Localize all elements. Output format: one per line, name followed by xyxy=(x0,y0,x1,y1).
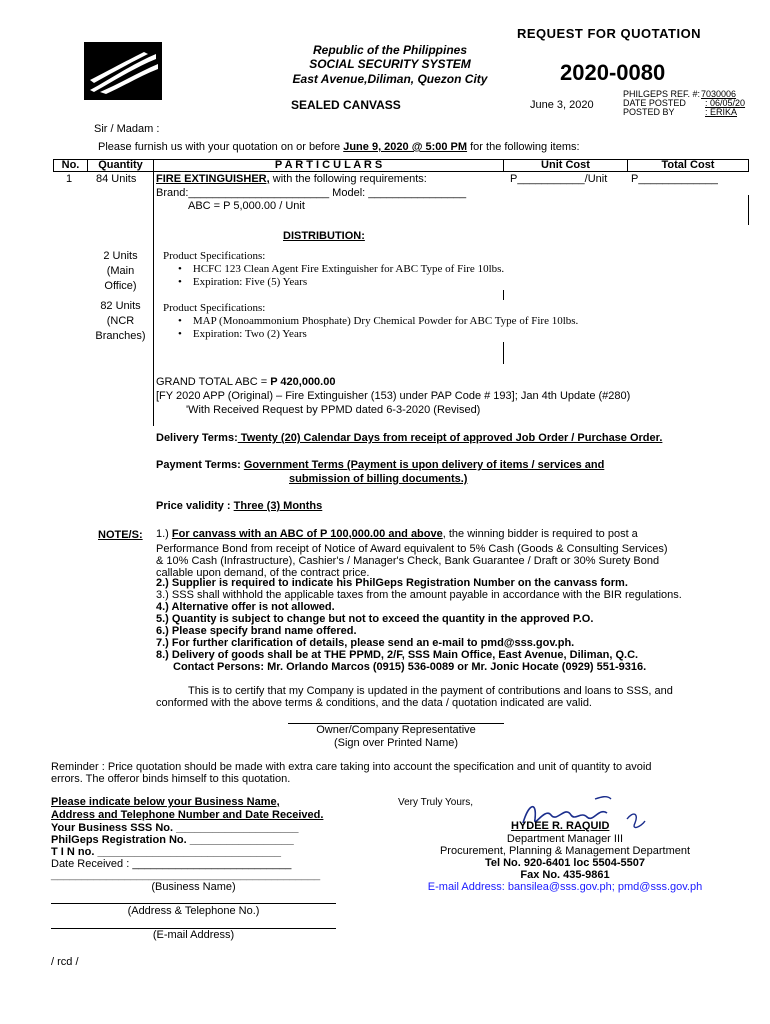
agency-line-3: East Avenue,Diliman, Quezon City xyxy=(292,72,488,86)
brand-model-line: Brand:_______________________ Model: ________________ xyxy=(156,187,467,199)
signatory-name: HYDEE R. RAQUID xyxy=(511,820,610,832)
reminder-line-1: Reminder : Price quotation should be made with extra care taking into account the specification and unit of quantity to avoid xyxy=(51,761,652,773)
bidder-instruction-2: Address and Telephone Number and Date Received. xyxy=(51,809,324,821)
bidder-instruction-1: Please indicate below your Business Name, xyxy=(51,796,280,808)
business-sss-no: Your Business SSS No. ____________________ xyxy=(51,822,299,834)
unit-cost-blank: P___________/Unit xyxy=(510,173,608,185)
dist1-qty-line-1: 2 Units xyxy=(103,250,138,262)
reminder-line-2: errors. The offeror binds himself to this quotation. xyxy=(51,773,291,785)
item-description: with the following requirements: xyxy=(269,173,427,185)
note-1 xyxy=(156,528,638,540)
signatory-tel: Tel No. 920-6401 loc 5504-5507 xyxy=(484,857,645,869)
dist1-bullet-2-text: Expiration: Five (5) Years xyxy=(192,276,308,288)
dist1-qty-line-3: Office) xyxy=(104,280,137,292)
bullet-icon: • xyxy=(178,328,182,340)
doc-type-title: REQUEST FOR QUOTATION xyxy=(517,26,702,41)
dist2-bullet-2-text: Expiration: Two (2) Years xyxy=(192,328,307,340)
delivery-terms-label: Delivery Terms: xyxy=(156,432,238,444)
philgeps-ref-value: 7030006 xyxy=(701,89,737,99)
notes-label: NOTE/S: xyxy=(98,529,143,541)
price-validity-value: Three (3) Months xyxy=(233,500,323,512)
note-8: 8.) Delivery of goods shall be at THE PPMD, 2/F, SSS Main Office, East Avenue, Diliman, Q.C. xyxy=(156,649,639,661)
rfq-date: June 3, 2020 xyxy=(530,99,594,111)
fund-source-line: [FY 2020 APP (Original) – Fire Extinguisher (153) under PAP Code # 193]; Jan 4th Update (#280) xyxy=(156,390,631,402)
grand-total-value: P 420,000.00 xyxy=(270,376,336,388)
sss-logo xyxy=(84,42,162,100)
dist2-spec-title: Product Specifications: xyxy=(163,302,266,314)
note-7: 7.) For further clarification of details, please send an e-mail to pmd@sss.gov.ph. xyxy=(156,637,575,649)
certify-line-2: conformed with the above terms & conditions, and the data / quotation indicated are valid. xyxy=(156,697,592,709)
item-no: 1 xyxy=(66,173,73,185)
request-line: 'With Received Request by PPMD dated 6-3-2020 (Revised) xyxy=(186,404,481,416)
canvass-type: SEALED CANVASS xyxy=(291,98,401,112)
col-header-no: No. xyxy=(61,159,80,171)
payment-terms-label: Payment Terms: xyxy=(156,459,244,471)
initials: / rcd / xyxy=(51,956,79,968)
item-quantity: 84 Units xyxy=(96,173,137,185)
item-name: FIRE EXTINGUISHER, xyxy=(156,173,270,185)
note-1-rest: , the winning bidder is required to post a xyxy=(442,528,638,540)
closing: Very Truly Yours, xyxy=(398,797,474,808)
note-1-line-4: callable upon demand, of the contract price. xyxy=(156,567,370,579)
intro-text-before: Please furnish us with your quotation on or before xyxy=(98,141,341,153)
note-1-prefix: 1.) xyxy=(156,528,172,540)
dist1-bullet-2 xyxy=(178,276,307,288)
posted-by-value: : ERIKA xyxy=(705,107,738,117)
date-posted-value: : 06/05/20 xyxy=(705,98,746,108)
grand-total-label: GRAND TOTAL ABC = xyxy=(156,376,271,388)
grand-total-line xyxy=(156,376,335,388)
philgeps-ref-label: PHILGEPS REF. #: xyxy=(623,89,701,99)
distribution-label: DISTRIBUTION: xyxy=(283,230,365,242)
abc-per-unit: ABC = P 5,000.00 / Unit xyxy=(188,200,305,212)
col-header-particulars: P A R T I C U L A R S xyxy=(274,159,383,171)
dist1-bullet-1-text: HCFC 123 Clean Agent Fire Extinguisher for ABC Type of Fire 10lbs. xyxy=(192,263,505,275)
rfq-number: 2020-0080 xyxy=(560,60,666,85)
intro-text-after: for the following items: xyxy=(470,141,580,153)
dist1-qty-line-2: (Main xyxy=(106,265,135,277)
signatory-title: Department Manager III xyxy=(506,833,624,845)
business-name-blank: ____________________________________________ xyxy=(51,869,321,881)
payment-terms-value-1: Government Terms (Payment is upon delivery of items / services and xyxy=(243,459,605,471)
bullet-icon: • xyxy=(178,276,182,288)
note-8-contacts: Contact Persons: Mr. Orlando Marcos (0915) 536-0089 or Mr. Jonic Hocate (0929) 551-9316. xyxy=(173,661,647,673)
date-posted-label: DATE POSTED xyxy=(623,98,686,108)
intro-line xyxy=(98,141,580,153)
certify-line-1: This is to certify that my Company is updated in the payment of contributions and loans to SSS, and xyxy=(188,685,673,697)
signatory-fax: Fax No. 435-9861 xyxy=(520,869,610,881)
total-cost-blank: P_____________ xyxy=(631,173,718,185)
dist2-bullet-1-text: MAP (Monoammonium Phosphate) Dry Chemical Powder for ABC Type of Fire 10lbs. xyxy=(192,315,579,327)
business-name-label: (Business Name) xyxy=(151,881,236,893)
payment-terms xyxy=(156,459,604,471)
salutation: Sir / Madam : xyxy=(94,123,160,135)
signatory-department: Procurement, Planning & Management Department xyxy=(439,845,691,857)
item-name-line xyxy=(156,173,427,185)
quotation-deadline: June 9, 2020 @ 5:00 PM xyxy=(343,141,468,153)
agency-line-2: SOCIAL SECURITY SYSTEM xyxy=(309,57,471,71)
tin-no: T I N no. ______________________________ xyxy=(51,846,281,858)
delivery-terms-value: Twenty (20) Calendar Days from receipt of approved Job Order / Purchase Order. xyxy=(237,432,663,444)
delivery-terms xyxy=(156,432,662,444)
note-1-bold: For canvass with an ABC of P 100,000.00 and above xyxy=(171,528,443,540)
payment-terms-value-2: submission of billing documents.) xyxy=(289,473,468,485)
dist2-qty-line-1: 82 Units xyxy=(100,300,141,312)
col-header-total-cost: Total Cost xyxy=(661,159,715,171)
philgeps-registration-no: PhilGeps Registration No. _________________ xyxy=(51,834,294,846)
agency-line-1: Republic of the Philippines xyxy=(312,43,467,57)
dist2-bullet-2 xyxy=(178,328,307,340)
dist1-spec-title: Product Specifications: xyxy=(163,250,266,262)
dist2-bullet-1 xyxy=(178,315,578,327)
dist2-qty-line-3: Branches) xyxy=(95,330,146,342)
note-1-line-3: & 10% Cash (Infrastructure), Cashier's / Manager's Check, Bank Guarantee / Draft or 30% Surety Bond xyxy=(156,555,660,567)
note-5: 5.) Quantity is subject to change but not to exceed the quantity in the approved P.O. xyxy=(156,613,594,625)
col-header-unit-cost: Unit Cost xyxy=(541,159,590,171)
note-3: 3.) SSS shall withhold the applicable taxes from the amount payable in accordance with the BIR regulations. xyxy=(156,589,682,601)
date-received: Date Received : __________________________ xyxy=(51,858,292,870)
email-label: (E-mail Address) xyxy=(152,929,235,941)
representative-sub: (Sign over Printed Name) xyxy=(333,737,459,749)
dist2-qty-line-2: (NCR xyxy=(106,315,135,327)
signatory-email[interactable]: E-mail Address: bansilea@sss.gov.ph; pmd@sss.gov.ph xyxy=(427,881,703,893)
dist2-quantity xyxy=(88,299,153,344)
note-6: 6.) Please specify brand name offered. xyxy=(156,625,357,637)
note-1-line-2: Performance Bond from receipt of Notice of Award equivalent to 5% Cash (Goods & Consulting Services) xyxy=(156,543,668,555)
dist1-quantity xyxy=(88,249,153,294)
bullet-icon: • xyxy=(178,263,182,275)
price-validity xyxy=(156,500,322,512)
note-2: 2.) Supplier is required to indicate his PhilGeps Registration Number on the canvass form. xyxy=(156,577,628,589)
note-4: 4.) Alternative offer is not allowed. xyxy=(156,601,335,613)
posted-by-label: POSTED BY xyxy=(623,107,675,117)
representative-label: Owner/Company Representative xyxy=(316,724,476,736)
col-header-quantity: Quantity xyxy=(98,159,143,171)
dist1-bullet-1 xyxy=(178,263,504,275)
address-label: (Address & Telephone No.) xyxy=(127,905,260,917)
bullet-icon: • xyxy=(178,315,182,327)
price-validity-label: Price validity : xyxy=(156,500,234,512)
